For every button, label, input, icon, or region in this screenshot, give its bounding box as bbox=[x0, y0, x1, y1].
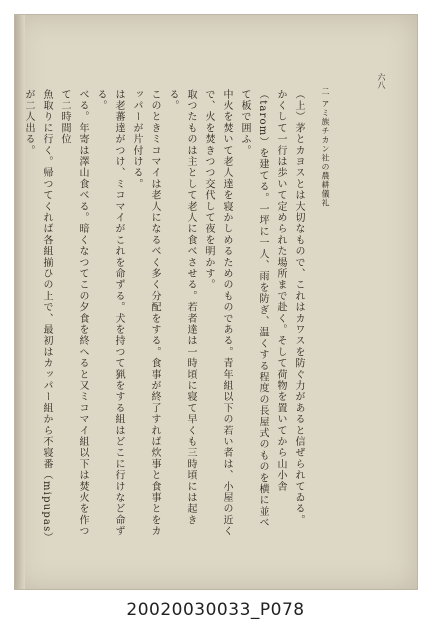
paragraph: 中火を焚いて老人達を寝かしめるためのものである。青年組以下の若い者は、小屋の近くで、火を焚きつつ交代して夜を明かす。 bbox=[203, 89, 232, 537]
body-text bbox=[23, 89, 307, 539]
paragraph: このときミコマイは老人になるべく多く分配をする。食事が終了すれば炊事と食事とをカッパーが片付ける。 bbox=[131, 89, 160, 537]
page-number: 六八 bbox=[377, 73, 386, 89]
running-header: 二 アミ族チカン社の農耕儀礼 bbox=[321, 87, 330, 208]
paragraph: かくして一行は歩いて定められた場所まで赴く。そして荷物を置いてから山小舎（tarom）を建てる。一坪に一人、雨を防ぎ、温くする程度の長屋式のものを横に並べて板で囲ふ。 bbox=[239, 89, 286, 529]
image-caption: 20020030033_P078 bbox=[126, 600, 305, 620]
paragraph: べる。年寄は澤山食べる。暗くなつてこの夕食を終へると又ミコマイ組以下は焚火を作つて二時間位 bbox=[59, 89, 88, 537]
document-page bbox=[14, 14, 418, 590]
paragraph: は老蕃達がつけ、ミコマイがこれを命ずる。犬を持つて猟をする組はどこに行けなど命ずる。 bbox=[95, 89, 124, 537]
paragraph: 取つたものは主として老人に食べさせる。若者達は一時頃に寝て早くも三時頃には起きる。 bbox=[167, 89, 196, 526]
paragraph: 魚取りに行く。帰つてくれば各組揃ひの上で、最初はカッパー組から不寝番（mipupas）が二人出る。 bbox=[23, 89, 52, 539]
paragraph: （上）茅とカヨスとは大切なもので、これはカワスを防ぐ力があると信ぜられてゐる。 bbox=[293, 89, 304, 526]
